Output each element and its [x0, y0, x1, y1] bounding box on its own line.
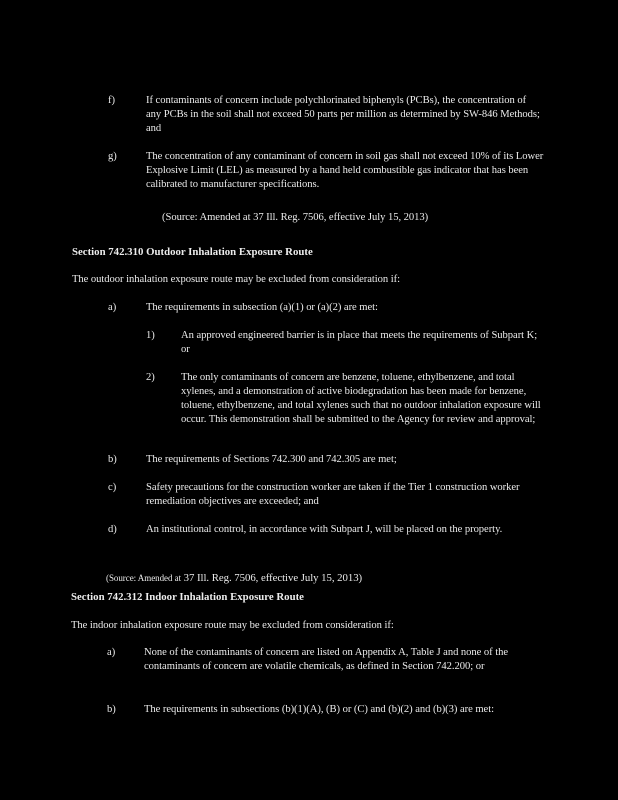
section-310-a-text: The requirements in subsection (a)(1) or (a)(2) are met: — [146, 302, 378, 313]
section-310-a2-label: 2) — [146, 372, 155, 383]
item-g-label: g) — [108, 151, 117, 162]
section-310-b-text: The requirements of Sections 742.300 and 742.305 are met; — [146, 454, 397, 465]
section-310-b-label: b) — [108, 454, 117, 465]
section-310-a2-text: The only contaminants of concern are benzene, toluene, ethylbenzene, and total xylenes, and a demonstration of active biodegradation has been made for benzene, toluene, ethylbenzene, and total xylenes such that no outdoor inhalation exposure will occur. This demonstration shall be submitted to the Agency for review and approval; — [181, 372, 541, 425]
item-f-label: f) — [108, 95, 116, 106]
section-310-c-label: c) — [108, 482, 117, 493]
section-312-a-label: a) — [107, 647, 116, 658]
section-312-a-text: None of the contaminants of concern are listed on Appendix A, Table J and none of the contaminants of concern are volatile chemicals, as defined in Section 742.200; or — [144, 647, 509, 672]
section-310-d-label: d) — [108, 524, 117, 535]
item-g-text: The concentration of any contaminant of concern in soil gas shall not exceed 10% of its Lower Explosive Limit (LEL) as measured by a hand held combustible gas indicator that has been calibrated to manufacturer specifications. — [146, 151, 544, 190]
section-312-b-label: b) — [107, 704, 116, 715]
section-310-a1-text: An approved engineered barrier is in place that meets the requirements of Subpart K; or — [181, 330, 538, 355]
section-310-intro: The outdoor inhalation exposure route may be excluded from consideration if: — [72, 274, 401, 285]
section-310-c-text: Safety precautions for the construction worker are taken if the Tier 1 construction worker remediation objectives are exceeded; and — [146, 482, 520, 507]
section-310-d-text: An institutional control, in accordance with Subpart J, will be placed on the property. — [146, 524, 503, 535]
section-312-intro: The indoor inhalation exposure route may be excluded from consideration if: — [71, 620, 394, 631]
section-312-heading: Section 742.312 Indoor Inhalation Exposure Route — [71, 591, 304, 603]
source-citation-2-rest: 37 Ill. Reg. 7506, effective July 15, 2013) — [183, 572, 363, 584]
item-f-text: If contaminants of concern include polychlorinated biphenyls (PCBs), the concentration of any PCBs in the soil shall not exceed 50 parts per million as determined by SW-846 Methods; and — [146, 95, 540, 134]
source-citation-1: (Source: Amended at 37 Ill. Reg. 7506, effective July 15, 2013) — [162, 212, 429, 223]
section-310-a1-label: 1) — [146, 330, 155, 341]
source-citation-2-prefix: (Source: Amended at — [106, 573, 182, 583]
section-312-b-text: The requirements in subsections (b)(1)(A), (B) or (C) and (b)(2) and (b)(3) are met: — [144, 704, 494, 715]
source-citation-2 — [106, 571, 362, 586]
section-310-heading: Section 742.310 Outdoor Inhalation Exposure Route — [72, 246, 313, 258]
section-310-a-label: a) — [108, 302, 117, 313]
